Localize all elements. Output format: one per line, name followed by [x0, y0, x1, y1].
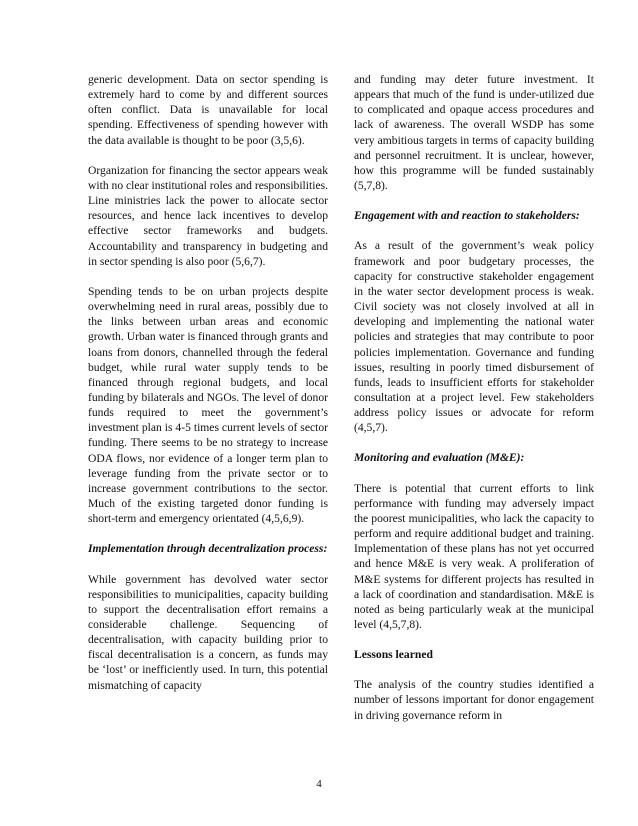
left-column	[88, 72, 328, 708]
paragraph-decentralisation: While government has devolved water sector responsibilities to municipalities, capacity building to support the decentralisation effort remains a considerable challenge. Sequencing of decentralisation, with capacity building prior to fiscal decentralisation is a concern, as funds may be ‘lost’ or inefficiently used. In turn, this potential mismatching of capacity	[88, 572, 328, 692]
paragraph-performance-funding: There is potential that current efforts to link performance with funding may adversely impact the poorest municipalities, who lack the capacity to perform and require additional budget and training. Implementation of these plans has not yet occurred and hence M&E is very weak. A proliferation of M&E systems for different projects has resulted in a lack of coordination and standardisation. M&E is noted as being particularly weak at the municipal level (4,5,7,8).	[354, 481, 594, 631]
heading-monitoring-evaluation: Monitoring and evaluation (M&E):	[354, 451, 525, 465]
paragraph-funding-investment: and funding may deter future investment. It appears that much of the fund is under-utilized due to complicated and opaque access procedures and lack of awareness. The overall WSDP has some very ambitious targets in terms of capacity building and personnel recruitment. It is unclear, however, how this programme will be funded sustainably (5,7,8).	[354, 73, 594, 193]
heading-implementation-decentralization: Implementation through decentralization process:	[88, 542, 328, 556]
right-column	[354, 72, 594, 738]
paragraph-financing-organization: Organization for financing the sector appears weak with no clear institutional roles and responsibilities. Line ministries lack the power to allocate sector resources, and hence lack incentives to develop effective sector frameworks and budgets. Accountability and transparency in budgeting and in sector spending is also poor (5,6,7).	[88, 163, 328, 268]
heading-stakeholder-engagement: Engagement with and reaction to stakeholders:	[354, 209, 580, 223]
page-number: 4	[316, 778, 322, 790]
paragraph-sector-spending: generic development. Data on sector spending is extremely hard to come by and different sources often conflict. Data is unavailable for local spending. Effectiveness of spending however with the data available is thought to be poor (3,5,6).	[88, 73, 328, 147]
paragraph-stakeholder-capacity: As a result of the government’s weak policy framework and poor budgetary processes, the capacity for constructive stakeholder engagement in the water sector development process is weak. Civil society was not closely involved at all in developing and implementing the national water policies and strategies that may contribute to poor policies implementation. Governance and funding issues, resulting in poorly timed disbursement of funds, leads to insufficient efforts for stakeholder consultation at a project level. Few stakeholders address policy issues or advocate for reform (4,5,7).	[354, 239, 594, 435]
heading-lessons-learned: Lessons learned	[354, 648, 433, 662]
paragraph-country-studies: The analysis of the country studies identified a number of lessons important for donor engagement in driving governance reform in	[354, 678, 594, 722]
paragraph-urban-spending: Spending tends to be on urban projects despite overwhelming need in rural areas, possibly due to the links between urban areas and economic growth. Urban water is financed through grants and loans from donors, channelled through the federal budget, while rural water supply tends to be financed through regional budgets, and local funding by bilaterals and NGOs. The level of donor funds required to meet the government’s investment plan is 4-5 times current levels of sector funding. There seems to be no strategy to increase ODA flows, nor evidence of a longer term plan to leverage funding from the private sector or to increase government contributions to the sector. Much of the existing targeted donor funding is short-term and emergency orientated (4,5,6,9).	[88, 284, 328, 526]
